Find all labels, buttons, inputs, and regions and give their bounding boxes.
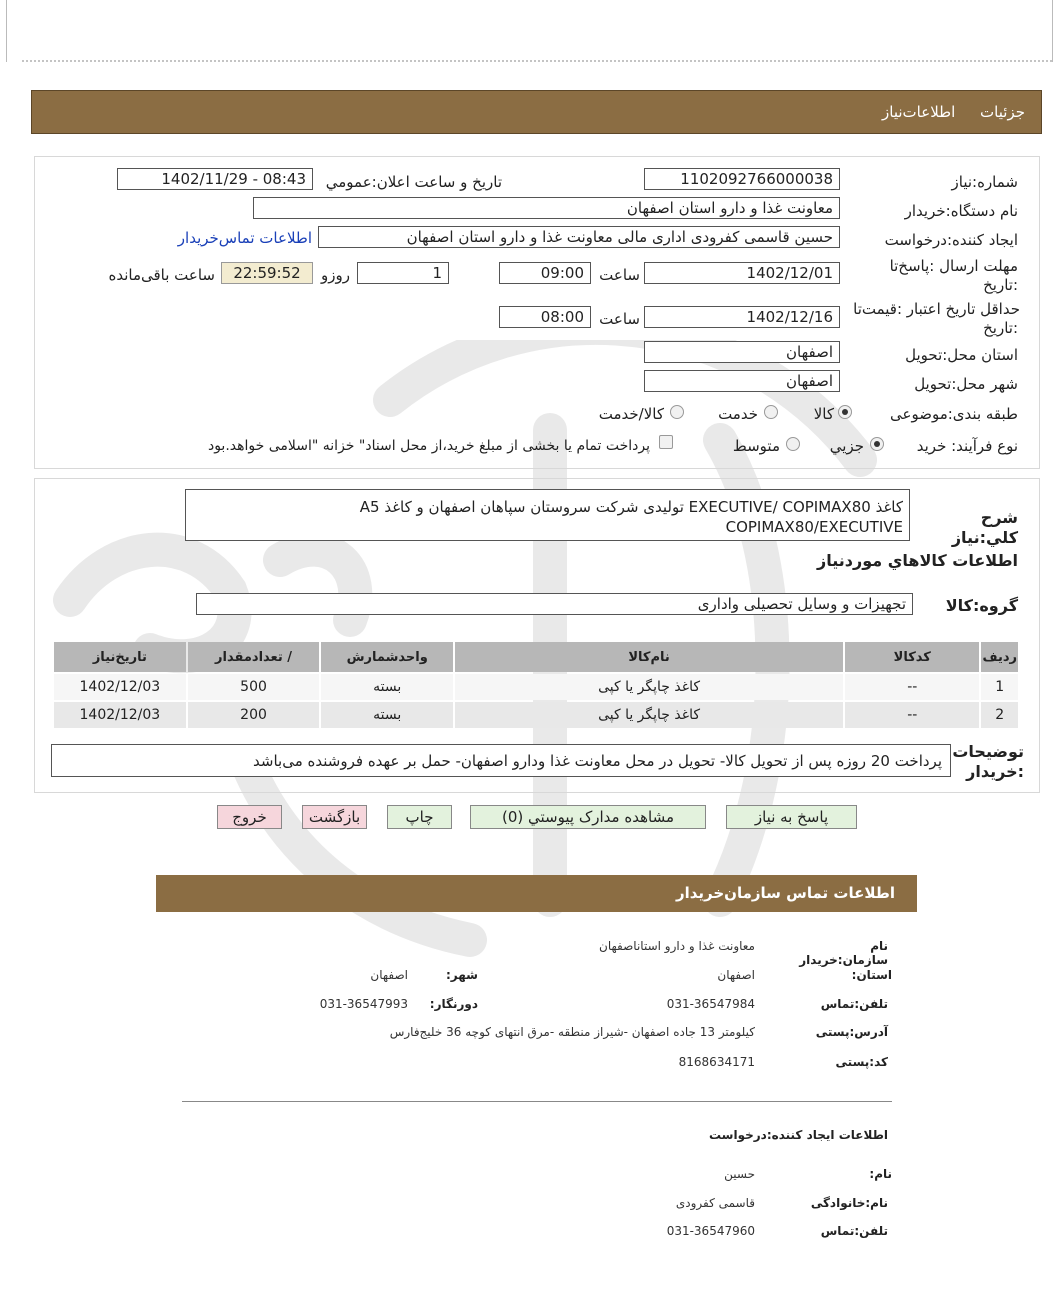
- announce-date-label: تاریخ و ساعت اعلان:عمومي: [325, 173, 502, 191]
- contact-fax-value: 031-36547993: [319, 997, 408, 1011]
- right-border-line: [1052, 0, 1053, 62]
- delivery-city-field: اصفهان: [644, 370, 840, 392]
- buyer-contact-link[interactable]: اطلاعات تماس‌خریدار: [177, 229, 312, 247]
- cell-quantity: 200: [188, 702, 320, 728]
- cell-need-date: 1402/12/03: [54, 674, 186, 700]
- description-line-2: COPIMAX80/EXECUTIVE: [725, 518, 903, 536]
- creator-field: حسین قاسمی کفرودی اداری مالی معاونت غذا و دارو استان اصفهان: [318, 226, 840, 248]
- col-quantity: / تعدادمقدار: [188, 642, 320, 672]
- contact-postal-value: 8168634171: [678, 1055, 755, 1069]
- delivery-province-field: اصفهان: [644, 341, 840, 363]
- category-service-radio[interactable]: [764, 405, 778, 419]
- creator-label: ایجاد کننده:درخواست: [884, 231, 1018, 249]
- left-border-line: [6, 0, 7, 62]
- contact-fax-label: دورنگار:: [429, 997, 478, 1011]
- buyer-notes-label: توضیحات: [952, 742, 1024, 761]
- category-label: طبقه بندی:موضوعی: [890, 405, 1018, 423]
- creator-phone-value: 031-36547960: [666, 1224, 755, 1238]
- contact-province-label: استان:: [851, 968, 892, 982]
- buyer-org-label: نام دستگاه:خریدار: [904, 202, 1018, 220]
- table-row: [54, 674, 1018, 700]
- col-goods-name: نام‌کالا: [455, 642, 843, 672]
- validity-label-date: :تاریخ: [983, 319, 1018, 337]
- exit-button[interactable]: خروج: [217, 805, 282, 829]
- reply-button[interactable]: پاسخ به نیاز: [726, 805, 857, 829]
- creator-family-label: نام:خانوادگی: [810, 1196, 888, 1210]
- contact-province-value: اصفهان: [717, 968, 755, 982]
- cell-goods-name: کاغذ چاپگر یا کپی: [455, 702, 843, 728]
- col-row-number: ردیف: [981, 642, 1018, 672]
- announce-date-field: 1402/11/29 - 08:43: [117, 168, 313, 190]
- treasury-payment-note: پرداخت تمام یا بخشی از مبلغ خرید،از محل اسناد" خزانه "اسلامی خواهد.بود: [207, 438, 650, 454]
- remaining-label: ساعت باقی‌مانده: [108, 266, 215, 284]
- category-goods-service-label: کالا/خدمت: [598, 405, 664, 423]
- deadline-label: مهلت ارسال :پاسخ‌تا: [889, 257, 1018, 275]
- process-medium-label: متوسط: [732, 437, 780, 455]
- view-attachments-button[interactable]: مشاهده مدارک پیوستي (0): [470, 805, 706, 829]
- page-header-bar: [31, 90, 1042, 134]
- goods-table-header: [54, 642, 1018, 672]
- goods-info-title: اطلاعات کالاهاي موردنیاز: [817, 551, 1018, 570]
- need-number-field: 1102092766000038: [644, 168, 840, 190]
- col-goods-code: کدکالا: [845, 642, 979, 672]
- contact-section-title: اطلاعات تماس سازمان‌خریدار: [675, 884, 895, 902]
- description-line-1: کاغذ EXECUTIVE/ COPIMAX80 تولیدی شرکت سروستان سپاهان اصفهان و کاغذ A5: [359, 498, 903, 516]
- deadline-time-label: ساعت: [599, 266, 640, 284]
- treasury-payment-checkbox[interactable]: [659, 435, 673, 449]
- contact-divider: [182, 1101, 892, 1102]
- validity-date-field: 1402/12/16: [644, 306, 840, 328]
- cell-need-date: 1402/12/03: [54, 702, 186, 728]
- cell-unit: بسته: [321, 674, 453, 700]
- contact-phone-value: 031-36547984: [666, 997, 755, 1011]
- category-service-label: خدمت: [718, 405, 758, 423]
- contact-address-value: کیلومتر 13 جاده اصفهان -شیراز منطقه -مرق انتهای کوچه 36 خلیج‌فارس: [389, 1025, 755, 1039]
- contact-phone-label: تلفن:تماس: [820, 997, 888, 1011]
- description-label: شرح کلي:نیاز: [951, 508, 1018, 547]
- cell-goods-code: --: [845, 702, 979, 728]
- contact-org-value: معاونت غذا و دارو استاناصفهان: [599, 939, 755, 953]
- cell-unit: بسته: [321, 702, 453, 728]
- creator-name-value: حسین: [724, 1167, 755, 1181]
- contact-city-label: شهر:: [446, 968, 478, 982]
- buyer-org-field: معاونت غذا و دارو استان اصفهان: [253, 197, 840, 219]
- goods-table: [52, 640, 1020, 730]
- contact-city-value: اصفهان: [370, 968, 408, 982]
- table-row: [54, 702, 1018, 728]
- goods-group-label: گروه:کالا: [945, 596, 1018, 615]
- delivery-province-label: استان محل:تحویل: [905, 346, 1018, 364]
- process-minor-label: جزيي: [829, 437, 864, 455]
- deadline-time-field: 09:00: [499, 262, 591, 284]
- remaining-timer: 22:59:52: [221, 262, 313, 284]
- category-goods-radio[interactable]: [838, 405, 852, 419]
- back-button[interactable]: بازگشت: [302, 805, 367, 829]
- cell-goods-code: --: [845, 674, 979, 700]
- top-dotted-divider: [22, 60, 1052, 62]
- contact-org-label: نام سازمان:خریدار: [799, 939, 888, 967]
- validity-time-label: ساعت: [599, 310, 640, 328]
- process-type-label: نوع فرآیند: خرید: [916, 437, 1018, 455]
- tab-details[interactable]: جزئیات: [980, 103, 1025, 121]
- creator-info-title: اطلاعات ایجاد کننده:درخواست: [708, 1128, 888, 1142]
- creator-phone-label: تلفن:تماس: [820, 1224, 888, 1238]
- days-label: روزو: [321, 266, 350, 284]
- category-goods-service-radio[interactable]: [670, 405, 684, 419]
- cell-goods-name: کاغذ چاپگر یا کپی: [455, 674, 843, 700]
- creator-family-value: قاسمی کفرودی: [675, 1196, 755, 1210]
- creator-name-label: نام:: [869, 1167, 892, 1181]
- days-remaining-field: 1: [357, 262, 449, 284]
- print-button[interactable]: چاپ: [387, 805, 452, 829]
- delivery-city-label: شهر محل:تحویل: [914, 375, 1018, 393]
- deadline-label-date: :تاریخ: [983, 276, 1018, 294]
- contact-section-header: [156, 875, 917, 912]
- goods-group-field: تجهیزات و وسایل تحصیلی واداری: [196, 593, 913, 615]
- contact-address-label: آدرس:پستی: [815, 1025, 888, 1039]
- cell-row-number: 2: [981, 702, 1018, 728]
- validity-time-field: 08:00: [499, 306, 591, 328]
- description-box: [185, 489, 910, 541]
- process-minor-radio[interactable]: [870, 437, 884, 451]
- buyer-notes-label-2: :خریدار: [966, 762, 1024, 781]
- tab-need-info[interactable]: اطلاعات‌نیاز: [882, 103, 956, 121]
- need-number-label: شماره:نیاز: [951, 173, 1018, 191]
- contact-postal-label: کد:پستی: [835, 1055, 888, 1069]
- process-medium-radio[interactable]: [786, 437, 800, 451]
- buyer-notes-field: پرداخت 20 روزه پس از تحویل کالا- تحویل در محل معاونت غذا ودارو اصفهان- حمل بر عهده فروشنده می‌باشد: [51, 744, 951, 777]
- cell-row-number: 1: [981, 674, 1018, 700]
- col-unit: واحدشمارش: [321, 642, 453, 672]
- category-goods-label: کالا: [813, 405, 834, 423]
- col-need-date: تاریخ‌نیاز: [54, 642, 186, 672]
- cell-quantity: 500: [188, 674, 320, 700]
- deadline-date-field: 1402/12/01: [644, 262, 840, 284]
- validity-label: حداقل تاریخ اعتبار :قیمت‌تا: [853, 300, 1020, 318]
